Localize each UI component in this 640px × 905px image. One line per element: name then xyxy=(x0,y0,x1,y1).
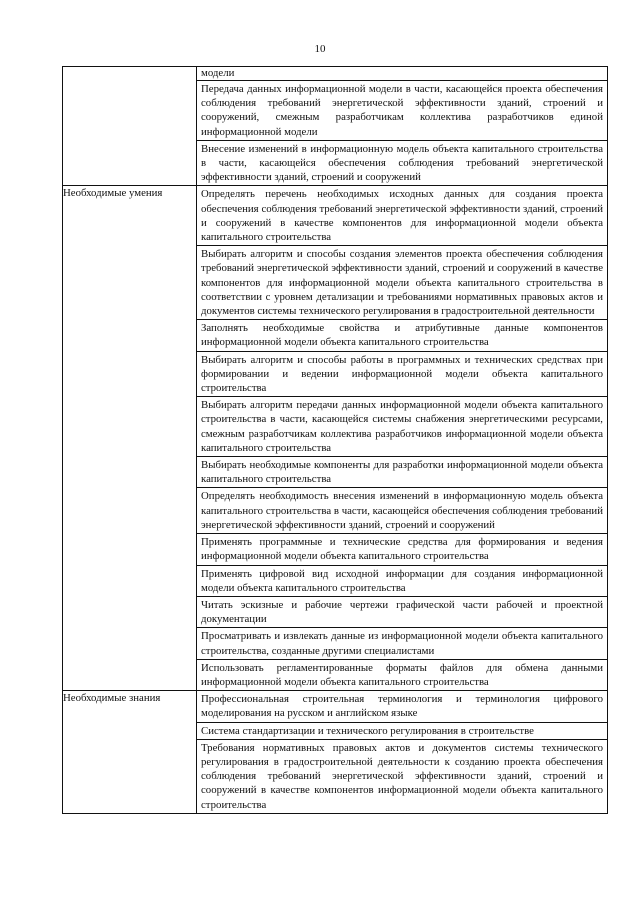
list-item: Применять программные и технические средства для формирования и ведения информационной модели объекта капитального строительства xyxy=(197,533,607,564)
row-items xyxy=(197,67,608,186)
list-item: Определять перечень необходимых исходных данных для создания проекта обеспечения соблюдения требований энергетической эффективности зданий, строений и сооружений в качестве компонентов для информационной модели объекта капитального строительства xyxy=(201,188,603,244)
list-item: Читать эскизные и рабочие чертежи графической части рабочей и проектной документации xyxy=(197,596,607,627)
table-row xyxy=(63,186,608,691)
list-item: Внесение изменений в информационную модель объекта капитального строительства в части, касающейся обеспечения соблюдения требований энергетической эффективности зданий, строений и сооружений xyxy=(197,140,607,186)
row-items xyxy=(197,691,608,814)
list-item: Профессиональная строительная терминология и терминология цифрового моделирования на русском и английском языке xyxy=(201,693,603,720)
row-label xyxy=(63,67,197,186)
row-label: Необходимые умения xyxy=(63,186,197,691)
list-item: Заполнять необходимые свойства и атрибутивные данные компонентов информационной модели объекта капитального строительства xyxy=(197,319,607,350)
table-row xyxy=(63,67,608,186)
list-item: Определять необходимость внесения изменений в информационную модель объекта капитального строительства в части, касающейся обеспечения соблюдения требований энергетической эффективности зданий, строений и сооружений xyxy=(197,487,607,533)
page-number: 10 xyxy=(314,43,326,55)
row-label: Необходимые знания xyxy=(63,691,197,814)
list-item: Передача данных информационной модели в части, касающейся проекта обеспечения соблюдения требований энергетической эффективности зданий, строений и сооружений, смежным разработчикам коллектива разработчиков единой информационной модели xyxy=(197,80,607,140)
list-item: Выбирать алгоритм и способы работы в программных и технических средствах при формировании и ведении информационной модели объекта капитального строительства xyxy=(197,351,607,397)
list-item: Система стандартизации и технического регулирования в строительстве xyxy=(197,722,607,739)
row-items xyxy=(197,186,608,691)
list-item: Выбирать алгоритм и способы создания элементов проекта обеспечения соблюдения требований энергетической эффективности зданий, строений и сооружений в качестве компонентов для информационной модели объекта капитального строительства в соответствии с уровнем детализации и требованиями нормативных правовых актов и документов системы технического регулирования в градостроительной деятельности xyxy=(197,245,607,319)
requirements-table-body xyxy=(63,67,608,814)
list-item: Выбирать алгоритм передачи данных информационной модели объекта капитального строительства в части, касающейся системы снабжения энергетическими ресурсами, смежным разработчикам коллектива разработчиков информационной модели объекта капитального строительства xyxy=(197,396,607,456)
list-item: Применять цифровой вид исходной информации для создания информационной модели объекта капитального строительства xyxy=(197,565,607,596)
list-item: Требования нормативных правовых актов и документов системы технического регулирования в градостроительной деятельности к созданию проекта обеспечения соблюдения требований энергетической эффективности зданий, строений и сооружений в качестве компонентов информационной модели объекта капитального строительства xyxy=(197,739,607,813)
requirements-table xyxy=(62,66,608,814)
list-item: модели xyxy=(201,67,235,79)
table-row xyxy=(63,691,608,814)
list-item: Использовать регламентированные форматы файлов для обмена данными информационной модели объекта капитального строительства xyxy=(197,659,607,690)
list-item: Просматривать и извлекать данные из информационной модели объекта капитального строительства, созданные другими специалистами xyxy=(197,627,607,658)
list-item: Выбирать необходимые компоненты для разработки информационной модели объекта капитального строительства xyxy=(197,456,607,487)
